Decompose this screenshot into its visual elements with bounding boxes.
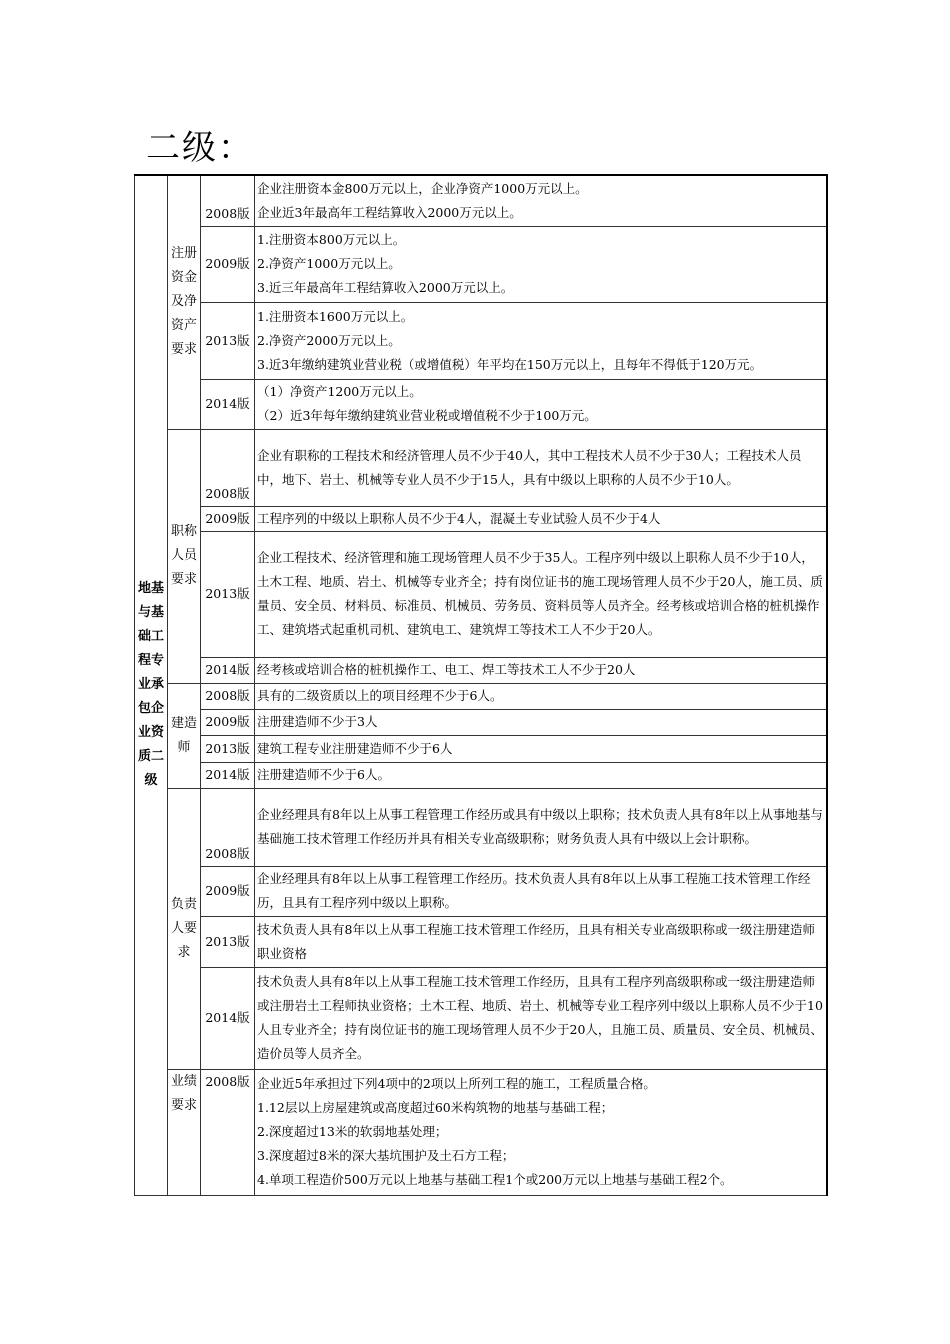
content-line: （1）净资产1200万元以上。	[257, 384, 422, 399]
table-row	[135, 429, 827, 506]
version-cell: 2014版	[201, 967, 255, 1069]
version-cell: 2014版	[201, 762, 255, 788]
table-row	[135, 531, 827, 657]
content-line: 技术负责人具有8年以上从事工程施工技术管理工作经历，且具有工程序列高级职称或一级注册建造师或注册岩土工程师执业资格；土木工程、地质、岩土、机械等专业工程序列中级以上职称人员不少于10人且专业齐全；持有岗位证书的施工现场管理人员不少于20人，且施工员、质量员、安全员、机械员、造价员等人员齐全。	[257, 974, 823, 1061]
content-line: 3.近三年最高年工程结算收入2000万元以上。	[257, 280, 514, 295]
version-cell: 2013版	[201, 916, 255, 967]
table-row	[135, 735, 827, 762]
content-cell	[255, 175, 827, 226]
category-builders: 建造师	[168, 683, 201, 788]
content-line: 1.注册资本1600万元以上。	[257, 308, 414, 324]
content-line: （2）近3年每年缴纳建筑业营业税或增值税不少于100万元。	[257, 408, 597, 423]
content-line: 注册建造师不少于3人	[257, 714, 378, 729]
content-line: 企业有职称的工程技术和经济管理人员不少于40人，其中工程技术人员不少于30人；工程技术人员中，地下、岩土、机械等专业人员不少于15人，具有中级以上职称的人员不少于10人。	[257, 447, 802, 487]
table-row	[135, 788, 827, 866]
content-line: 2.净资产2000万元以上。	[257, 332, 401, 348]
category-leaders: 负责人要求	[168, 788, 201, 1069]
qualification-table	[134, 174, 828, 1196]
content-line: 企业工程技术、经济管理和施工现场管理人员不少于35人。工程序列中级以上职称人员不少于10人，土木工程、地质、岩土、机械等专业齐全；持有岗位证书的施工现场管理人员不少于20人，施工员、质量员、安全员、材料员、标准员、机械员、劳务员、资料员等人员齐全。经考核或培训合格的桩机操作工、建筑塔式起重机司机、建筑电工、建筑焊工等技术工人不少于20人。	[257, 550, 823, 637]
version-cell: 2014版	[201, 657, 255, 683]
table-row	[135, 226, 827, 302]
content-cell	[255, 683, 827, 709]
content-line: 具有的二级资质以上的项目经理不少于6人。	[257, 688, 503, 703]
table-row	[135, 657, 827, 683]
table-row	[135, 709, 827, 735]
version-cell: 2008版	[201, 175, 255, 226]
table-row	[135, 1069, 827, 1195]
table-row	[135, 379, 827, 429]
content-line: 企业近5年承担过下列4项中的2项以上所列工程的施工，工程质量合格。	[257, 1076, 656, 1091]
version-cell: 2008版	[201, 1069, 255, 1195]
category-titled-staff: 职称人员要求	[168, 429, 201, 683]
category-capital: 注册资金及净资产要求	[168, 175, 201, 429]
version-cell: 2013版	[201, 531, 255, 657]
version-cell: 2008版	[201, 429, 255, 506]
content-cell	[255, 226, 827, 302]
content-line: 1.注册资本800万元以上。	[257, 232, 406, 247]
content-line: 3.深度超过8米的深大基坑围护及土石方工程；	[257, 1148, 515, 1163]
content-line: 企业注册资本金800万元以上，企业净资产1000万元以上。	[257, 180, 588, 196]
version-cell: 2008版	[201, 788, 255, 866]
table-row	[135, 916, 827, 967]
content-cell	[255, 1069, 827, 1195]
content-line: 1.12层以上房屋建筑或高度超过60米构筑物的地基与基础工程；	[257, 1100, 614, 1115]
content-cell	[255, 916, 827, 967]
content-cell	[255, 967, 827, 1069]
version-cell: 2009版	[201, 709, 255, 735]
content-line: 企业经理具有8年以上从事工程管理工作经历或具有中级以上职称；技术负责人具有8年以上从事地基与基础施工技术管理工作经历并具有相关专业高级职称；财务负责人具有中级以上会计职称。	[257, 807, 823, 846]
content-cell	[255, 657, 827, 683]
content-line: 建筑工程专业注册建造师不少于6人	[257, 740, 453, 756]
content-cell	[255, 531, 827, 657]
table-row	[135, 866, 827, 916]
content-line: 企业近3年最高年工程结算收入2000万元以上。	[257, 204, 522, 220]
content-cell	[255, 429, 827, 506]
version-cell: 2009版	[201, 226, 255, 302]
content-line: 2.深度超过13米的软弱地基处理；	[257, 1124, 448, 1139]
content-line: 企业经理具有8年以上从事工程管理工作经历。技术负责人具有8年以上从事工程施工技术管理工作经历，且具有工程序列中级以上职称。	[257, 871, 811, 910]
main-category-cell: 地基与基础工程专业承包企业资质二级	[135, 175, 168, 1195]
version-cell: 2013版	[201, 302, 255, 379]
table-row	[135, 506, 827, 531]
version-cell: 2008版	[201, 683, 255, 709]
content-cell	[255, 506, 827, 531]
page-heading: 二级：	[146, 128, 254, 168]
content-line: 工程序列的中级以上职称人员不少于4人，混凝土专业试验人员不少于4人	[257, 510, 661, 526]
version-cell: 2009版	[201, 866, 255, 916]
version-cell: 2014版	[201, 379, 255, 429]
content-line: 技术负责人具有8年以上从事工程施工技术管理工作经历，且具有相关专业高级职称或一级注册建造师职业资格	[257, 921, 815, 961]
content-cell	[255, 762, 827, 788]
table-row	[135, 683, 827, 709]
version-cell: 2013版	[201, 735, 255, 762]
content-cell	[255, 788, 827, 866]
content-cell	[255, 735, 827, 762]
content-line: 经考核或培训合格的桩机操作工、电工、焊工等技术工人不少于20人	[257, 662, 636, 677]
content-line: 4.单项工程造价500万元以上地基与基础工程1个或200万元以上地基与基础工程2个。	[257, 1172, 733, 1187]
content-line: 2.净资产1000万元以上。	[257, 256, 401, 271]
content-cell	[255, 866, 827, 916]
content-cell	[255, 302, 827, 379]
table-row	[135, 967, 827, 1069]
category-performance: 业绩要求	[168, 1069, 201, 1195]
table-row	[135, 762, 827, 788]
content-line: 3.近3年缴纳建筑业营业税（或增值税）年平均在150万元以上，且每年不得低于120万元。	[257, 356, 763, 372]
table-row	[135, 302, 827, 379]
content-cell	[255, 709, 827, 735]
content-cell	[255, 379, 827, 429]
table-row	[135, 175, 827, 226]
version-cell: 2009版	[201, 506, 255, 531]
content-line: 注册建造师不少于6人。	[257, 767, 390, 782]
